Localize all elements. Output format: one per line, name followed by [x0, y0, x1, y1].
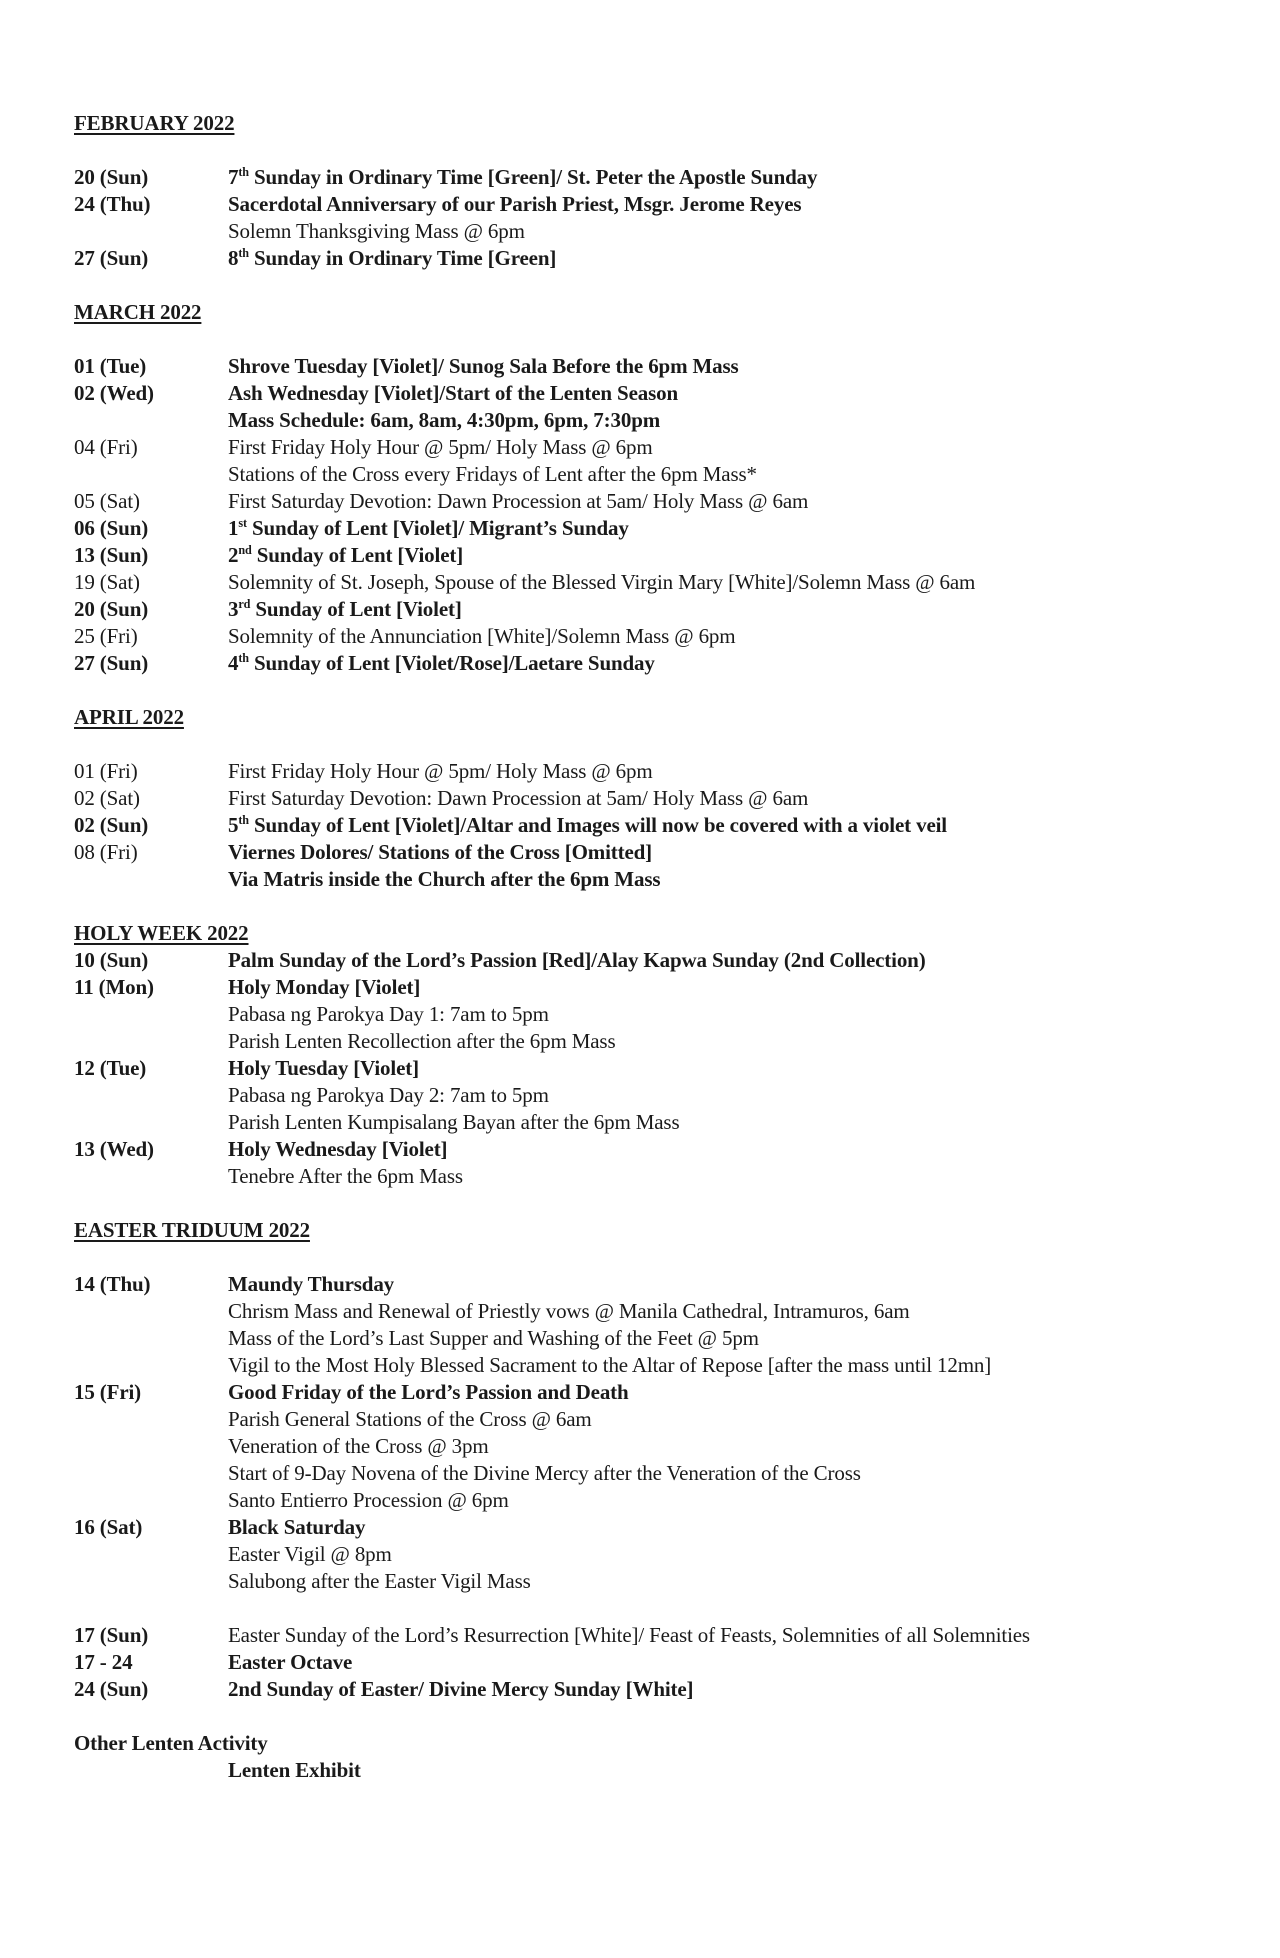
- ordinal-superscript: st: [238, 516, 247, 530]
- line-text: Santo Entierro Procession @ 6pm: [228, 1488, 509, 1512]
- blank-line: [74, 1703, 1244, 1730]
- line-text: Vigil to the Most Holy Blessed Sacrament to the Altar of Repose [after the mass until 12mn]: [228, 1353, 992, 1377]
- schedule-lines: [228, 812, 1244, 839]
- line-text: Ash Wednesday [Violet]/Start of the Lenten Season: [228, 381, 678, 405]
- schedule-lines: [228, 839, 1244, 893]
- schedule-date: 27 (Sun): [74, 246, 149, 270]
- schedule-row: [74, 434, 1244, 488]
- schedule-line: [228, 1568, 1244, 1595]
- line-text: Good Friday of the Lord’s Passion and Death: [228, 1380, 629, 1404]
- schedule-line: [228, 1406, 1244, 1433]
- schedule-line: [228, 1514, 1244, 1541]
- line-text: 3: [228, 597, 239, 621]
- ordinal-superscript: th: [238, 651, 249, 665]
- schedule-lines: [228, 1136, 1244, 1190]
- section-heading-text: MARCH 2022: [74, 300, 202, 324]
- line-text: Solemnity of St. Joseph, Spouse of the Blessed Virgin Mary [White]/Solemn Mass @ 6am: [228, 570, 976, 594]
- line-text: First Saturday Devotion: Dawn Procession at 5am/ Holy Mass @ 6am: [228, 489, 809, 513]
- schedule-lines: [228, 515, 1244, 542]
- line-text: 1: [228, 516, 239, 540]
- schedule-line: [228, 1163, 1244, 1190]
- line-text: Pabasa ng Parokya Day 1: 7am to 5pm: [228, 1002, 549, 1026]
- line-text: Easter Sunday of the Lord’s Resurrection [White]/ Feast of Feasts, Solemnities of all Solemnities: [228, 1623, 1030, 1647]
- schedule-lines: [228, 623, 1244, 650]
- schedule-date: 20 (Sun): [74, 165, 149, 189]
- schedule-row: [74, 839, 1244, 893]
- section-heading: [74, 704, 1244, 731]
- schedule-row: [74, 1379, 1244, 1514]
- schedule-line: [228, 353, 1244, 380]
- schedule-line: [228, 488, 1244, 515]
- schedule-lines: [228, 542, 1244, 569]
- schedule-date: 17 - 24: [74, 1650, 133, 1674]
- schedule-row: [74, 542, 1244, 569]
- schedule-date: 13 (Wed): [74, 1137, 154, 1161]
- schedule-line: [228, 1055, 1244, 1082]
- schedule-date: 17 (Sun): [74, 1623, 149, 1647]
- section-heading: [74, 920, 1244, 947]
- blank-line: [74, 731, 1244, 758]
- document-body: [74, 110, 1244, 1784]
- schedule-lines: [228, 1055, 1244, 1136]
- schedule-date: 16 (Sat): [74, 1515, 143, 1539]
- schedule-line: [228, 1352, 1244, 1379]
- line-text: Sunday of Lent [Violet/Rose]/Laetare Sunday: [248, 651, 655, 675]
- schedule-lines: [228, 1649, 1244, 1676]
- schedule-line: [228, 542, 1244, 569]
- blank-line: [74, 1595, 1244, 1622]
- section-heading-text: HOLY WEEK 2022: [74, 921, 249, 945]
- schedule-line: [228, 218, 1244, 245]
- schedule-line: [228, 461, 1244, 488]
- schedule-lines: [228, 596, 1244, 623]
- section-heading-text: APRIL 2022: [74, 705, 184, 729]
- line-text: Pabasa ng Parokya Day 2: 7am to 5pm: [228, 1083, 549, 1107]
- schedule-row: [74, 1271, 1244, 1379]
- schedule-date: 12 (Tue): [74, 1056, 147, 1080]
- schedule-row: [74, 245, 1244, 272]
- line-text: Viernes Dolores/ Stations of the Cross [Omitted]: [228, 840, 653, 864]
- schedule-lines: [228, 650, 1244, 677]
- schedule-date: 14 (Thu): [74, 1272, 151, 1296]
- ordinal-superscript: th: [238, 246, 249, 260]
- schedule-date: 02 (Wed): [74, 381, 154, 405]
- schedule-line: [228, 191, 1244, 218]
- section-heading: [74, 299, 1244, 326]
- line-text: Holy Wednesday [Violet]: [228, 1137, 448, 1161]
- line-text: First Friday Holy Hour @ 5pm/ Holy Mass @ 6pm: [228, 435, 653, 459]
- line-text: Mass Schedule: 6am, 8am, 4:30pm, 6pm, 7:30pm: [228, 408, 661, 432]
- line-text: Sunday in Ordinary Time [Green]/ St. Peter the Apostle Sunday: [248, 165, 818, 189]
- line-text: Solemn Thanksgiving Mass @ 6pm: [228, 219, 525, 243]
- schedule-line: [228, 596, 1244, 623]
- ordinal-superscript: th: [238, 165, 249, 179]
- section-heading-text: Other Lenten Activity: [74, 1731, 268, 1755]
- schedule-line: [228, 785, 1244, 812]
- schedule-lines: [228, 488, 1244, 515]
- schedule-line: [228, 974, 1244, 1001]
- schedule-line: [228, 866, 1244, 893]
- schedule-line: [228, 1325, 1244, 1352]
- ordinal-superscript: nd: [238, 543, 252, 557]
- schedule-date: 20 (Sun): [74, 597, 149, 621]
- line-text: 7: [228, 165, 239, 189]
- blank-line: [74, 893, 1244, 920]
- schedule-lines: [228, 1379, 1244, 1514]
- blank-line: [74, 677, 1244, 704]
- line-text: Sunday of Lent [Violet]: [251, 543, 464, 567]
- line-text: Holy Tuesday [Violet]: [228, 1056, 419, 1080]
- schedule-lines: [228, 434, 1244, 488]
- schedule-line: [228, 515, 1244, 542]
- schedule-row: [74, 785, 1244, 812]
- schedule-row: [74, 1676, 1244, 1703]
- section-heading: [74, 1730, 1244, 1757]
- schedule-date: 02 (Sat): [74, 786, 140, 810]
- schedule-row: [74, 650, 1244, 677]
- schedule-line: [228, 650, 1244, 677]
- schedule-line: [228, 1298, 1244, 1325]
- schedule-row: [74, 569, 1244, 596]
- schedule-line: [228, 1136, 1244, 1163]
- line-text: Black Saturday: [228, 1515, 366, 1539]
- section-heading-text: FEBRUARY 2022: [74, 111, 235, 135]
- schedule-line: [228, 758, 1244, 785]
- line-text: Salubong after the Easter Vigil Mass: [228, 1569, 531, 1593]
- line-text: Sunday of Lent [Violet]/Altar and Images will now be covered with a violet veil: [248, 813, 947, 837]
- schedule-line: [228, 1676, 1244, 1703]
- schedule-date: 01 (Tue): [74, 354, 147, 378]
- blank-line: [74, 137, 1244, 164]
- schedule-line: [228, 380, 1244, 407]
- schedule-line: [228, 623, 1244, 650]
- line-text: Parish Lenten Kumpisalang Bayan after the 6pm Mass: [228, 1110, 680, 1134]
- schedule-line: [228, 1379, 1244, 1406]
- line-text: 4: [228, 651, 239, 675]
- blank-line: [74, 1190, 1244, 1217]
- schedule-date: 27 (Sun): [74, 651, 149, 675]
- line-text: Sunday of Lent [Violet]/ Migrant’s Sunday: [246, 516, 629, 540]
- schedule-row: [74, 191, 1244, 245]
- line-text: 2nd Sunday of Easter/ Divine Mercy Sunday [White]: [228, 1677, 694, 1701]
- schedule-line: [228, 164, 1244, 191]
- schedule-date: 11 (Mon): [74, 975, 154, 999]
- schedule-row: [74, 380, 1244, 434]
- schedule-date: 01 (Fri): [74, 759, 138, 783]
- schedule-line: [228, 1028, 1244, 1055]
- schedule-line: [228, 407, 1244, 434]
- schedule-date: 05 (Sat): [74, 489, 140, 513]
- line-text: 2: [228, 543, 239, 567]
- schedule-date: 04 (Fri): [74, 435, 138, 459]
- line-text: Veneration of the Cross @ 3pm: [228, 1434, 489, 1458]
- schedule-row: [74, 947, 1244, 974]
- schedule-lines: [228, 164, 1244, 191]
- schedule-row: [74, 488, 1244, 515]
- schedule-line: [228, 1757, 1244, 1784]
- line-text: Parish Lenten Recollection after the 6pm Mass: [228, 1029, 616, 1053]
- schedule-lines: [228, 1757, 1244, 1784]
- schedule-row: [74, 1622, 1244, 1649]
- line-text: 8: [228, 246, 239, 270]
- line-text: Stations of the Cross every Fridays of Lent after the 6pm Mass*: [228, 462, 757, 486]
- line-text: Solemnity of the Annunciation [White]/Solemn Mass @ 6pm: [228, 624, 736, 648]
- section-heading-text: EASTER TRIDUUM 2022: [74, 1218, 310, 1242]
- line-text: Tenebre After the 6pm Mass: [228, 1164, 463, 1188]
- section-heading: [74, 110, 1244, 137]
- schedule-lines: [228, 785, 1244, 812]
- schedule-row: [74, 1649, 1244, 1676]
- schedule-date: 06 (Sun): [74, 516, 149, 540]
- schedule-row: [74, 1514, 1244, 1595]
- schedule-row: [74, 974, 1244, 1055]
- schedule-row: [74, 1055, 1244, 1136]
- line-text: Mass of the Lord’s Last Supper and Washing of the Feet @ 5pm: [228, 1326, 759, 1350]
- line-text: First Saturday Devotion: Dawn Procession at 5am/ Holy Mass @ 6am: [228, 786, 809, 810]
- schedule-date: 08 (Fri): [74, 840, 138, 864]
- schedule-lines: [228, 1271, 1244, 1379]
- line-text: Easter Octave: [228, 1650, 353, 1674]
- schedule-lines: [228, 191, 1244, 245]
- schedule-row: [74, 515, 1244, 542]
- line-text: Palm Sunday of the Lord’s Passion [Red]/Alay Kapwa Sunday (2nd Collection): [228, 948, 926, 972]
- schedule-line: [228, 1487, 1244, 1514]
- schedule-lines: [228, 1676, 1244, 1703]
- blank-line: [74, 326, 1244, 353]
- schedule-row: [74, 812, 1244, 839]
- schedule-row: [74, 353, 1244, 380]
- schedule-line: [228, 1001, 1244, 1028]
- ordinal-superscript: rd: [238, 597, 251, 611]
- line-text: Shrove Tuesday [Violet]/ Sunog Sala Before the 6pm Mass: [228, 354, 739, 378]
- ordinal-superscript: th: [238, 813, 249, 827]
- schedule-line: [228, 1541, 1244, 1568]
- line-text: First Friday Holy Hour @ 5pm/ Holy Mass @ 6pm: [228, 759, 653, 783]
- schedule-line: [228, 434, 1244, 461]
- line-text: Holy Monday [Violet]: [228, 975, 421, 999]
- schedule-row: [74, 596, 1244, 623]
- schedule-lines: [228, 758, 1244, 785]
- schedule-row: [74, 1136, 1244, 1190]
- schedule-row: [74, 1757, 1244, 1784]
- schedule-date: 24 (Sun): [74, 1677, 149, 1701]
- schedule-date: 24 (Thu): [74, 192, 151, 216]
- line-text: Parish General Stations of the Cross @ 6am: [228, 1407, 592, 1431]
- blank-line: [74, 1244, 1244, 1271]
- line-text: Easter Vigil @ 8pm: [228, 1542, 392, 1566]
- schedule-line: [228, 1109, 1244, 1136]
- schedule-line: [228, 245, 1244, 272]
- blank-line: [74, 272, 1244, 299]
- schedule-lines: [228, 1622, 1244, 1649]
- schedule-date: 19 (Sat): [74, 570, 140, 594]
- schedule-date: 15 (Fri): [74, 1380, 142, 1404]
- schedule-date: 25 (Fri): [74, 624, 138, 648]
- schedule-line: [228, 947, 1244, 974]
- schedule-lines: [228, 245, 1244, 272]
- schedule-lines: [228, 1514, 1244, 1595]
- schedule-row: [74, 164, 1244, 191]
- section-heading: [74, 1217, 1244, 1244]
- schedule-lines: [228, 353, 1244, 380]
- line-text: 5: [228, 813, 239, 837]
- schedule-line: [228, 1622, 1244, 1649]
- schedule-line: [228, 812, 1244, 839]
- schedule-lines: [228, 569, 1244, 596]
- line-text: Sacerdotal Anniversary of our Parish Priest, Msgr. Jerome Reyes: [228, 192, 802, 216]
- schedule-lines: [228, 947, 1244, 974]
- schedule-line: [228, 1433, 1244, 1460]
- schedule-line: [228, 1460, 1244, 1487]
- line-text: Sunday in Ordinary Time [Green]: [248, 246, 557, 270]
- line-text: Start of 9-Day Novena of the Divine Mercy after the Veneration of the Cross: [228, 1461, 861, 1485]
- schedule-line: [228, 1271, 1244, 1298]
- schedule-lines: [228, 380, 1244, 434]
- schedule-line: [228, 1649, 1244, 1676]
- line-text: Via Matris inside the Church after the 6pm Mass: [228, 867, 661, 891]
- schedule-lines: [228, 974, 1244, 1055]
- schedule-row: [74, 758, 1244, 785]
- line-text: Chrism Mass and Renewal of Priestly vows @ Manila Cathedral, Intramuros, 6am: [228, 1299, 910, 1323]
- schedule-line: [228, 839, 1244, 866]
- schedule-date: 10 (Sun): [74, 948, 149, 972]
- schedule-line: [228, 569, 1244, 596]
- line-text: Sunday of Lent [Violet]: [250, 597, 462, 621]
- line-text: Lenten Exhibit: [228, 1758, 361, 1782]
- schedule-line: [228, 1082, 1244, 1109]
- schedule-date: 13 (Sun): [74, 543, 149, 567]
- schedule-date: 02 (Sun): [74, 813, 149, 837]
- line-text: Maundy Thursday: [228, 1272, 395, 1296]
- schedule-row: [74, 623, 1244, 650]
